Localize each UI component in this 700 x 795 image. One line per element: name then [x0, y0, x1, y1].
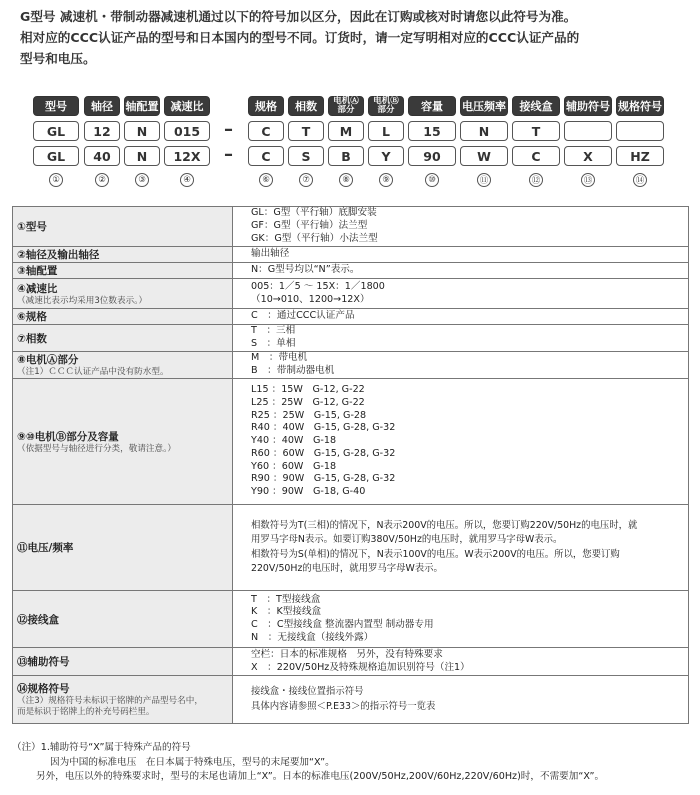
table-row: ⑧电机Ⓐ部分 （注1）ＣＣＣ认证产品中没有防水型。 M ：带电机 B ：带制动器电机: [13, 352, 689, 379]
header-model: 型号: [33, 96, 79, 116]
table-row: ⑨⑩电机Ⓑ部分及容量 （依据型号与轴径进行分类，敬请注意。） L15 ：15W G-12, G-22 L25 ：25W G-12, G-22 R25 ：25W G-15, G-28 R40 ：40W G-15, G-28, G-32 Y40 ：40W G-18 R60 ：60W G-15, G-28, G-32 Y60 ：60W G-18 R90 ：90W G-15, G-28, G-32 Y90 ：90W G-18, G-40: [13, 379, 689, 505]
code-cell: L: [368, 121, 404, 141]
row-label: ⑫接线盒: [13, 591, 233, 648]
code-cell-empty: [564, 121, 612, 141]
table-row: ⑪电压/频率 相数符号为T(三相)的情况下，N表示200V的电压。所以，您要订购220V/50Hz的电压时，就 用罗马字母N表示。如要订购380V/50Hz的电压时，就用罗马字母W表示。 相数符号为S(单相)的情况下，N表示100V的电压。W表示200V的电压。所以，您要订购 220V/50Hz的电压时，就用罗马字母W表示。: [13, 505, 689, 591]
code-cell: W: [460, 146, 508, 166]
code-cell: HZ: [616, 146, 664, 166]
row-label: ⑥规格: [13, 309, 233, 325]
code-cell: GL: [33, 146, 79, 166]
code-cell: N: [460, 121, 508, 141]
header-spec-symbol: 规格符号: [616, 96, 664, 116]
index-number: ③: [135, 173, 149, 187]
index-number: ②: [95, 173, 109, 187]
code-cell: 015: [164, 121, 210, 141]
index-number: ④: [180, 173, 194, 187]
table-row: ⑬辅助符号 空栏：日本的标准规格 另外，没有特殊要求 X ：220V/50Hz及特殊规格追加识别符号（注1）: [13, 648, 689, 676]
code-cell: M: [328, 121, 364, 141]
code-cell: 90: [408, 146, 456, 166]
header-motor-b: 电机Ⓑ 部分: [368, 96, 404, 116]
header-shaft-config: 轴配置: [124, 96, 160, 116]
row-label: ⑭规格符号 （注3）规格符号未标识于铭牌的产品型号名中， 而是标识于铭牌上的补充号码栏里。: [13, 676, 233, 724]
index-number: ⑦: [299, 173, 313, 187]
code-cell: Y: [368, 146, 404, 166]
table-row: ⑥规格 C ：通过CCC认证产品: [13, 309, 689, 325]
index-number: ⑭: [633, 173, 647, 187]
code-cell: T: [512, 121, 560, 141]
footnote-line: 因为中国的标准电压 在日本属于特殊电压，型号的末尾要加“X”。: [50, 756, 335, 768]
intro-text: [20, 6, 685, 69]
row-label: ⑪电压/频率: [13, 505, 233, 591]
code-cell: GL: [33, 121, 79, 141]
index-number: ⑬: [581, 173, 595, 187]
code-cell: C: [248, 146, 284, 166]
row-label: ⑬辅助符号: [13, 648, 233, 676]
code-cell: S: [288, 146, 324, 166]
row-label: ①型号: [13, 207, 233, 247]
header-terminal-box: 接线盒: [512, 96, 560, 116]
table-row: ⑫接线盒 T ：T型接线盒 K ：K型接线盒 C ：C型接线盒 整流器内置型 制动器专用 N ：无接线盒（接线外露）: [13, 591, 689, 648]
code-cell: T: [288, 121, 324, 141]
index-number: ⑨: [379, 173, 393, 187]
index-number: ⑫: [529, 173, 543, 187]
header-ratio: 减速比: [164, 96, 210, 116]
table-row: ④减速比 （减速比表示均采用3位数表示。） 005：1／5 ～ 15X：1／1800 （10→010、1200→12X）: [13, 279, 689, 309]
table-row: ②轴径及输出轴径 输出轴径: [13, 247, 689, 263]
index-number: ⑥: [259, 173, 273, 187]
code-cell: C: [248, 121, 284, 141]
index-number: ⑧: [339, 173, 353, 187]
intro-line-3: 型号和电压。: [20, 51, 96, 66]
header-motor-a: 电机Ⓐ 部分: [328, 96, 364, 116]
index-number: ⑪: [477, 173, 491, 187]
spec-table: [12, 206, 689, 724]
row-label: ⑦相数: [13, 325, 233, 352]
row-values: GL：G型（平行轴）底脚安装 GF：G型（平行轴）法兰型 GK：G型（平行轴）小法兰型: [233, 207, 689, 247]
index-number: ①: [49, 173, 63, 187]
code-cell: 12X: [164, 146, 210, 166]
footnote-title: （注）1.辅助符号“X”属于特殊产品的符号: [12, 742, 191, 753]
code-cell: X: [564, 146, 612, 166]
table-row: ③轴配置 N：G型号均以“N”表示。: [13, 263, 689, 279]
code-dash: –: [224, 119, 233, 140]
code-cell: N: [124, 146, 160, 166]
footnote-line: 另外，电压以外的特殊要求时，型号的末尾也请加上“X”。日本的标准电压(200V/50Hz,200V/60Hz,220V/60Hz)时，不需要加“X”。: [36, 771, 605, 782]
header-voltage: 电压频率: [460, 96, 508, 116]
intro-line-1: G型号 减速机・带制动器减速机通过以下的符号加以区分，因此在订购或核对时请您以此符号为准。: [20, 9, 577, 24]
header-shaft-diameter: 轴径: [84, 96, 120, 116]
code-cell: B: [328, 146, 364, 166]
header-spec: 规格: [248, 96, 284, 116]
header-capacity: 容量: [408, 96, 456, 116]
code-cell: 40: [84, 146, 120, 166]
table-row: ⑦相数 T ：三相 S ：单相: [13, 325, 689, 352]
table-row: [13, 207, 689, 247]
row-label: ③轴配置: [13, 263, 233, 279]
code-dash: –: [224, 144, 233, 165]
row-label: ⑨⑩电机Ⓑ部分及容量 （依据型号与轴径进行分类，敬请注意。）: [13, 379, 233, 505]
footnotes: [12, 741, 692, 785]
header-phase: 相数: [288, 96, 324, 116]
code-cell: N: [124, 121, 160, 141]
table-row: ⑭规格符号 （注3）规格符号未标识于铭牌的产品型号名中， 而是标识于铭牌上的补充号码栏里。 接线盒・接线位置指示符号 具体内容请参照＜P.E33＞的指示符号一览表: [13, 676, 689, 724]
code-cell-empty: [616, 121, 664, 141]
code-cell: C: [512, 146, 560, 166]
code-cell: 12: [84, 121, 120, 141]
intro-line-2: 相对应的CCC认证产品的型号和日本国内的型号不同。订货时，请一定写明相对应的CCC认证产品的: [20, 30, 580, 45]
code-cell: 15: [408, 121, 456, 141]
row-label: ④减速比 （减速比表示均采用3位数表示。）: [13, 279, 233, 309]
row-label: ⑧电机Ⓐ部分 （注1）ＣＣＣ认证产品中没有防水型。: [13, 352, 233, 379]
row-label: ②轴径及输出轴径: [13, 247, 233, 263]
index-number: ⑩: [425, 173, 439, 187]
header-aux-symbol: 辅助符号: [564, 96, 612, 116]
